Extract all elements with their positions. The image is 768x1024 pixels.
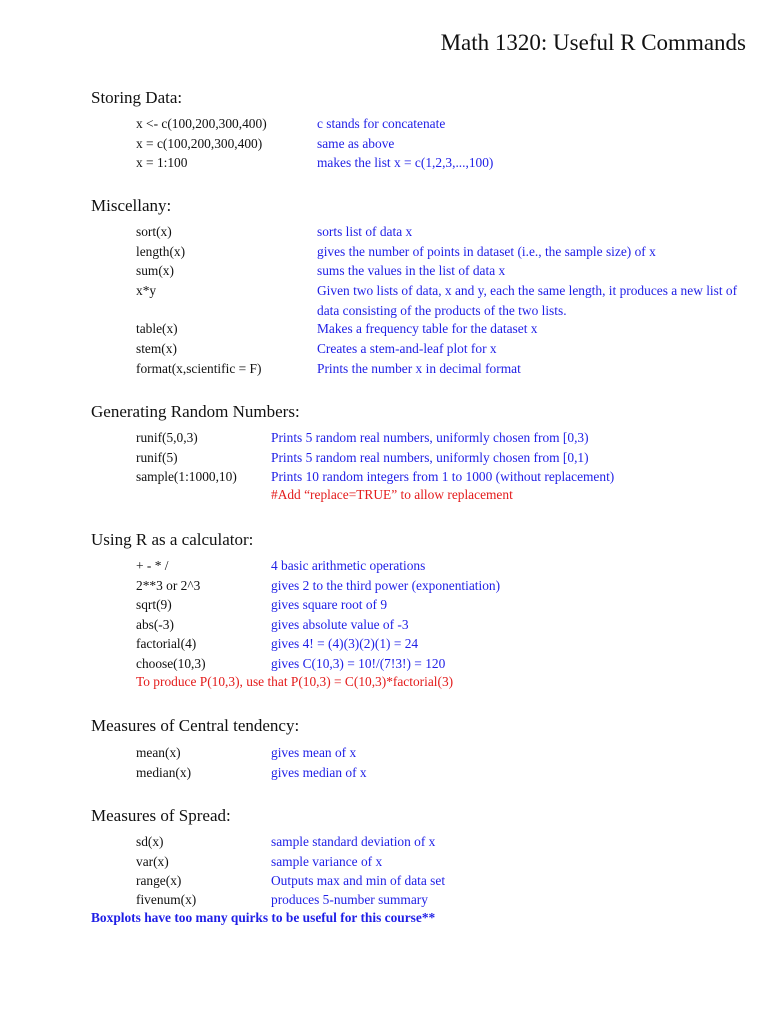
command-text: sum(x): [136, 263, 174, 278]
description-text: gives absolute value of -3: [271, 616, 409, 632]
section-heading-misc: Miscellany:: [91, 196, 172, 215]
command-text: x = 1:100: [136, 155, 188, 170]
description-text: Outputs max and min of data set: [271, 873, 446, 888]
section-heading-central: Measures of Central tendency:: [91, 716, 300, 735]
description-text: Prints 5 random real numbers, uniformly chosen from [0,3): [271, 430, 589, 445]
description-text: Prints 5 random real numbers, uniformly chosen from [0,1): [271, 449, 589, 465]
section-heading-calculator: Using R as a calculator:: [91, 530, 254, 549]
command-text: runif(5): [136, 449, 178, 465]
description-text: sorts list of data x: [317, 224, 413, 239]
command-text: choose(10,3): [136, 655, 206, 671]
command-text: fivenum(x): [136, 892, 197, 907]
command-text: stem(x): [136, 341, 177, 356]
description-text: Creates a stem-and-leaf plot for x: [317, 341, 497, 356]
description-text: gives 2 to the third power (exponentiation): [271, 577, 501, 593]
command-text: length(x): [136, 244, 186, 259]
command-text: var(x): [136, 853, 169, 869]
description-text: 4 basic arithmetic operations: [271, 558, 426, 573]
command-text: sqrt(9): [136, 597, 172, 612]
description-text: Prints the number x in decimal format: [317, 361, 521, 376]
description-text: Given two lists of data, x and y, each the same length, it produces a new list of data consisting of the products of the two lists.: [317, 283, 738, 318]
description-text: gives median of x: [271, 764, 367, 780]
section-heading-spread: Measures of Spread:: [91, 806, 231, 825]
command-text: 2**3 or 2^3: [136, 577, 201, 593]
description-text: Makes a frequency table for the dataset x: [317, 321, 538, 336]
table-row: [136, 281, 746, 321]
command-text: x = c(100,200,300,400): [136, 135, 263, 151]
command-text: factorial(4): [136, 636, 197, 651]
description-text: makes the list x = c(1,2,3,...,100): [317, 155, 494, 170]
command-text: format(x,scientific = F): [136, 361, 262, 376]
command-text: range(x): [136, 873, 182, 888]
description-text: gives C(10,3) = 10!/(7!3!) = 120: [271, 655, 446, 671]
section-heading-storing: Storing Data:: [91, 88, 183, 107]
command-text: x <- c(100,200,300,400): [136, 116, 267, 131]
page-title: Math 1320: Useful R Commands: [440, 30, 746, 55]
command-text: sample(1:1000,10): [136, 469, 237, 484]
command-text: + - * /: [136, 558, 169, 573]
command-text: runif(5,0,3): [136, 430, 198, 445]
description-text: produces 5-number summary: [271, 892, 428, 907]
command-text: sort(x): [136, 224, 172, 239]
description-text: gives mean of x: [271, 745, 357, 760]
command-text: table(x): [136, 321, 178, 336]
description-text: c stands for concatenate: [317, 116, 446, 131]
replace-note: #Add “replace=TRUE” to allow replacement: [271, 487, 513, 502]
description-text: sample variance of x: [271, 853, 383, 869]
description-text: gives square root of 9: [271, 597, 388, 612]
description-text: sums the values in the list of data x: [317, 263, 506, 278]
description-text: Prints 10 random integers from 1 to 1000 (without replacement): [271, 469, 615, 484]
command-text: mean(x): [136, 745, 181, 760]
command-text: x*y: [136, 283, 157, 298]
section-heading-random: Generating Random Numbers:: [91, 402, 300, 421]
boxplot-note: Boxplots have too many quirks to be useful for this course**: [91, 910, 436, 925]
description-text: gives 4! = (4)(3)(2)(1) = 24: [271, 636, 419, 651]
command-text: abs(-3): [136, 616, 174, 632]
description-text: sample standard deviation of x: [271, 834, 436, 849]
description-text: same as above: [317, 135, 395, 151]
command-text: sd(x): [136, 834, 164, 849]
command-text: median(x): [136, 764, 192, 780]
description-text: gives the number of points in dataset (i.e., the sample size) of x: [317, 244, 656, 259]
permutation-note: To produce P(10,3), use that P(10,3) = C(10,3)*factorial(3): [136, 674, 454, 689]
